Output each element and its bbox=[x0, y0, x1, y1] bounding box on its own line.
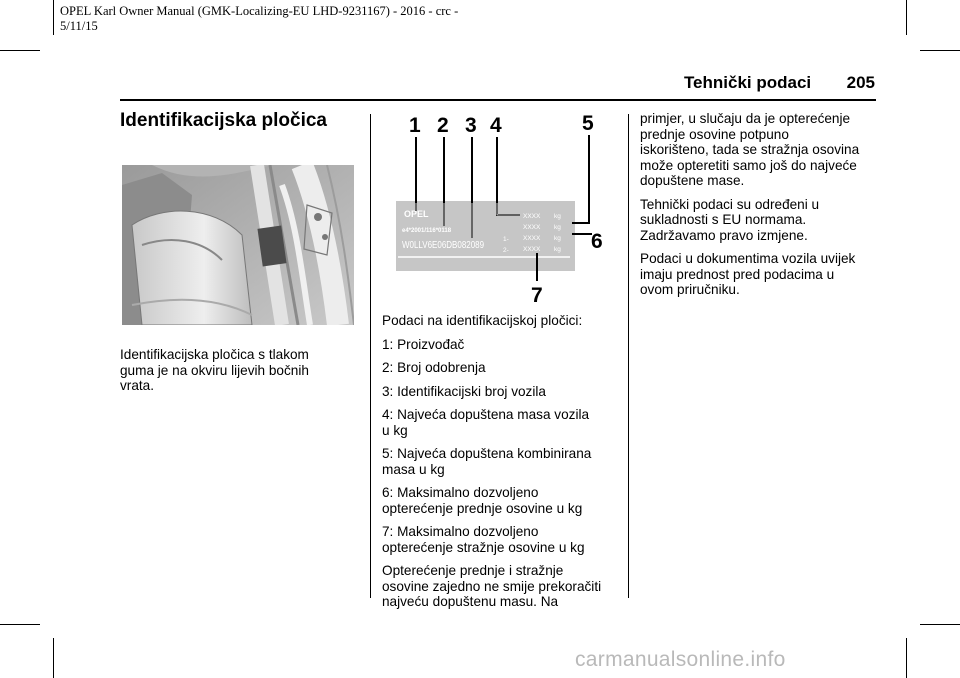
section-title: Identifikacijska pločica bbox=[120, 110, 327, 131]
plate-brand: OPEL bbox=[404, 209, 429, 219]
plate-approval-number: e4*2001/116*0118 bbox=[402, 228, 452, 234]
body-line: Podaci u dokumentima vozila uvijek bbox=[640, 251, 856, 266]
body-line: može opteretiti samo još do najveće bbox=[640, 157, 857, 173]
legend-line: Opterećenje prednje i stražnje bbox=[382, 563, 564, 578]
callout-number: 1 bbox=[409, 114, 421, 137]
header-rule bbox=[120, 99, 876, 101]
callout-number: 6 bbox=[591, 230, 603, 253]
legend-line: osovine zajedno ne smije prekoračiti bbox=[382, 578, 602, 594]
image-caption bbox=[120, 347, 360, 394]
legend-line: 1: Proizvođač bbox=[382, 336, 465, 352]
body-line: Tehnički podaci su određeni u bbox=[640, 196, 820, 212]
legend-paragraph bbox=[382, 337, 622, 353]
page-number: 205 bbox=[846, 73, 875, 92]
document-meta-date: 5/11/15 bbox=[60, 19, 98, 33]
legend-paragraph bbox=[382, 524, 622, 555]
plate-unit: kg bbox=[554, 246, 561, 253]
legend-paragraph bbox=[382, 384, 622, 400]
callout-number: 3 bbox=[465, 114, 477, 137]
body-line: dopuštene mase. bbox=[640, 173, 745, 188]
legend-paragraph bbox=[382, 313, 622, 329]
body-line: prednje osovine potpuno bbox=[640, 126, 789, 142]
section-name: Tehnički podaci bbox=[683, 73, 812, 92]
body-line: iskorišteno, tada se stražnja osovina bbox=[640, 142, 860, 157]
callout-number: 7 bbox=[531, 284, 543, 307]
legend-line: u kg bbox=[382, 422, 408, 438]
plate-axle-label: 2- bbox=[503, 247, 509, 254]
plate-unit: kg bbox=[554, 235, 561, 242]
legend-line: 2: Broj odobrenja bbox=[382, 360, 486, 375]
plate-weight: XXXX bbox=[523, 224, 541, 231]
plate-unit: kg bbox=[554, 213, 561, 220]
watermark: carmanualsonline.info bbox=[575, 648, 786, 671]
legend-line: Podaci na identifikacijskoj pločici: bbox=[382, 313, 583, 328]
legend-line: 5: Najveća dopuštena kombinirana bbox=[382, 446, 592, 461]
body-paragraph bbox=[640, 251, 880, 298]
plate-axle-label: 1- bbox=[503, 236, 509, 243]
legend-line: 4: Najveća dopuštena masa vozila bbox=[382, 407, 590, 422]
callout-number: 4 bbox=[490, 114, 502, 137]
legend-line: masa u kg bbox=[382, 461, 445, 477]
plate-weight: XXXX bbox=[523, 235, 541, 242]
body-line: ovom priručniku. bbox=[640, 282, 740, 297]
column-divider bbox=[628, 114, 629, 598]
legend-paragraph bbox=[382, 407, 622, 438]
right-column-text bbox=[640, 111, 880, 306]
plate-unit: kg bbox=[554, 224, 561, 231]
plate-vin: W0LLV6E06DB082089 bbox=[402, 239, 485, 251]
plate-legend bbox=[382, 313, 622, 618]
legend-paragraph bbox=[382, 485, 622, 516]
body-line: primjer, u slučaju da je opterećenje bbox=[640, 111, 851, 126]
plate-weight: XXXX bbox=[523, 213, 541, 220]
callout-number: 2 bbox=[437, 114, 449, 137]
body-line: imaju prednost pred podacima u bbox=[640, 266, 835, 282]
crop-mark bbox=[53, 638, 54, 678]
document-meta bbox=[60, 4, 500, 34]
identification-plate-diagram bbox=[380, 108, 620, 308]
crop-mark bbox=[0, 624, 40, 625]
crop-mark bbox=[920, 50, 960, 51]
body-line: sukladnosti s EU normama. bbox=[640, 212, 807, 227]
crop-mark bbox=[906, 0, 907, 35]
caption-line: Identifikacijska pločica s tlakom bbox=[120, 347, 309, 362]
caption-line: guma je na okviru lijevih bočnih bbox=[120, 362, 309, 378]
body-paragraph bbox=[640, 197, 880, 244]
legend-line: 7: Maksimalno dozvoljeno bbox=[382, 524, 539, 539]
body-paragraph bbox=[640, 111, 880, 189]
legend-line: 3: Identifikacijski broj vozila bbox=[382, 383, 546, 399]
page-header bbox=[600, 73, 875, 93]
callout-number: 5 bbox=[582, 112, 594, 135]
legend-line: opterećenje stražnje osovine u kg bbox=[382, 539, 585, 555]
legend-line: 6: Maksimalno dozvoljeno bbox=[382, 485, 539, 500]
crop-mark bbox=[906, 638, 907, 678]
legend-line: najveću dopuštenu masu. Na bbox=[382, 594, 559, 609]
crop-mark bbox=[920, 624, 960, 625]
legend-paragraph bbox=[382, 446, 622, 477]
door-frame-illustration bbox=[122, 165, 354, 325]
column-divider bbox=[370, 114, 371, 598]
body-line: Zadržavamo pravo izmjene. bbox=[640, 227, 808, 243]
legend-line: opterećenje prednje osovine u kg bbox=[382, 500, 583, 516]
crop-mark bbox=[53, 0, 54, 35]
legend-paragraph bbox=[382, 563, 622, 610]
plate-weight: XXXX bbox=[523, 246, 541, 253]
caption-line: vrata. bbox=[120, 378, 154, 393]
legend-paragraph bbox=[382, 360, 622, 376]
document-meta-line: OPEL Karl Owner Manual (GMK-Localizing-EU LHD-9231167) - 2016 - crc - bbox=[60, 4, 459, 18]
crop-mark bbox=[0, 50, 40, 51]
